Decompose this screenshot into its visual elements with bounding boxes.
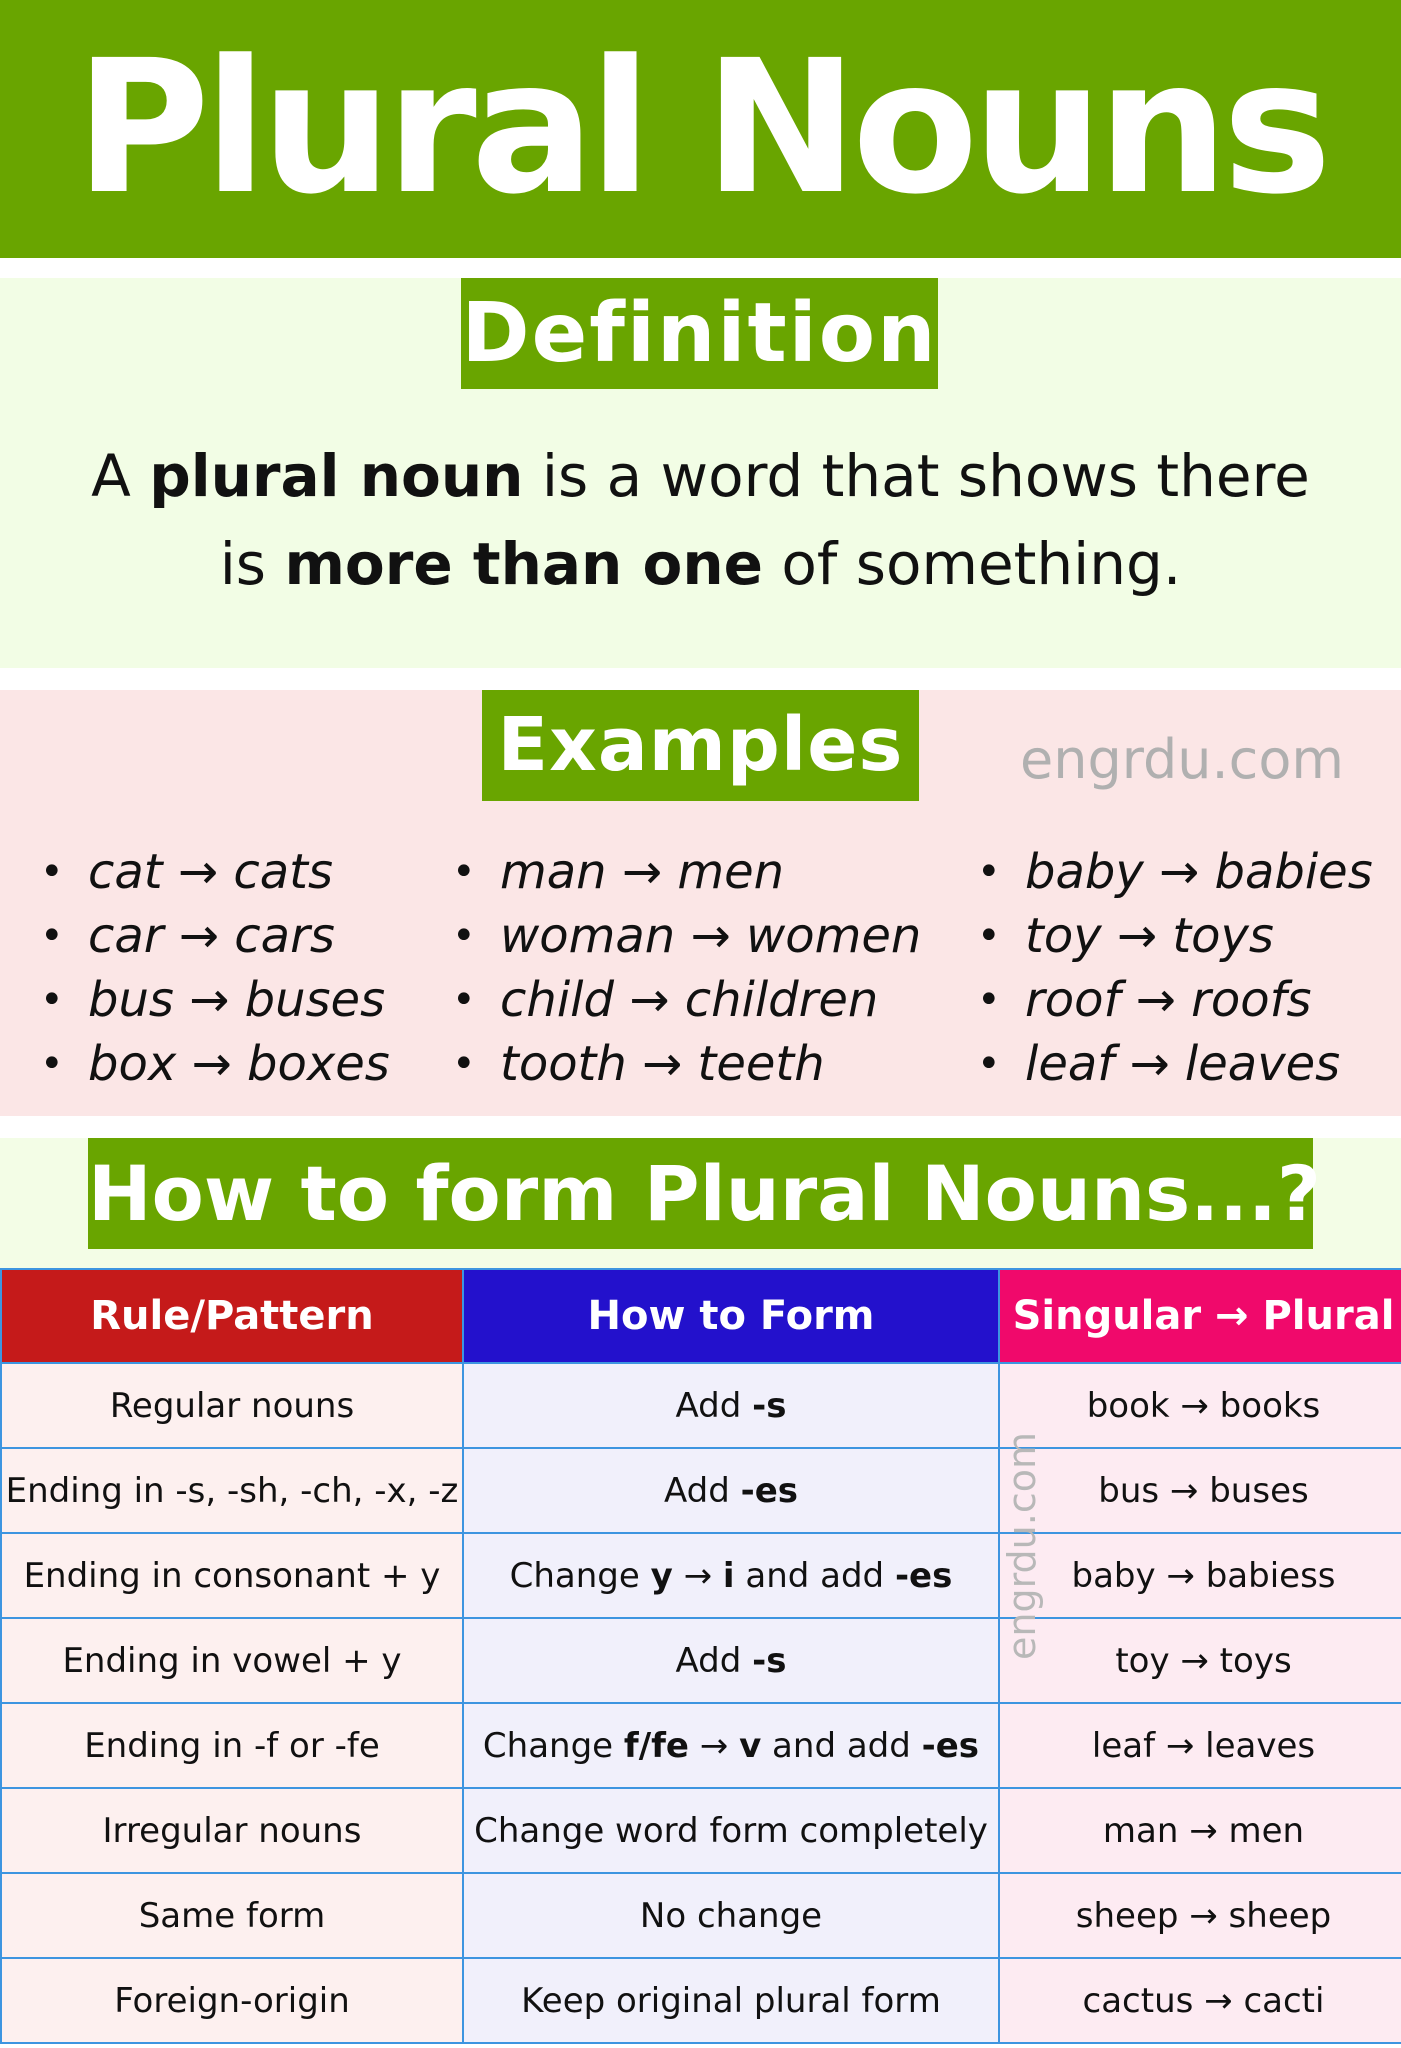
bullet-icon: • xyxy=(452,1041,476,1087)
form-text-part: No change xyxy=(639,1895,823,1936)
example-cell: leaf → leaves xyxy=(999,1703,1401,1788)
form-text-part: → xyxy=(688,1725,740,1766)
example-text: car → cars xyxy=(88,908,335,964)
page-title: Plural Nouns xyxy=(75,21,1326,235)
examples-column-3 xyxy=(977,840,1373,1096)
watermark-vertical: engrdu.com xyxy=(1000,1432,1044,1660)
examples-column-1 xyxy=(40,840,390,1096)
definition-line1-bold: plural noun xyxy=(149,442,524,510)
example-text: cat → cats xyxy=(88,844,333,900)
example-item xyxy=(452,840,921,904)
form-text-part: and add xyxy=(734,1555,895,1596)
form-text-part: → xyxy=(672,1555,723,1596)
example-item xyxy=(40,904,390,968)
table-row xyxy=(1,1363,1401,1448)
example-item xyxy=(452,904,921,968)
example-cell: man → men xyxy=(999,1788,1401,1873)
definition-line2-end: of something. xyxy=(763,530,1182,598)
example-text: box → boxes xyxy=(88,1036,390,1092)
bullet-icon: • xyxy=(40,913,64,959)
form-bold-part: -es xyxy=(921,1725,980,1766)
form-bold-part: -es xyxy=(740,1470,799,1511)
form-cell xyxy=(463,1363,999,1448)
form-text-part: Add xyxy=(675,1385,753,1426)
form-bold-part: i xyxy=(722,1555,735,1596)
bullet-icon: • xyxy=(40,1041,64,1087)
example-text: toy → toys xyxy=(1025,908,1274,964)
rule-cell: Ending in vowel + y xyxy=(1,1618,463,1703)
rule-cell: Ending in consonant + y xyxy=(1,1533,463,1618)
example-item xyxy=(452,968,921,1032)
header-how-to-form: How to Form xyxy=(463,1269,999,1363)
rule-cell: Irregular nouns xyxy=(1,1788,463,1873)
definition-text xyxy=(40,432,1361,608)
bullet-icon: • xyxy=(40,849,64,895)
form-text-part: Keep original plural form xyxy=(521,1980,941,2021)
form-cell xyxy=(463,1533,999,1618)
example-cell: baby → babiess xyxy=(999,1533,1401,1618)
bullet-icon: • xyxy=(452,913,476,959)
example-item xyxy=(40,968,390,1032)
table-row xyxy=(1,1448,1401,1533)
example-cell: cactus → cacti xyxy=(999,1958,1401,2043)
bullet-icon: • xyxy=(977,1041,1001,1087)
rule-cell: Foreign-origin xyxy=(1,1958,463,2043)
bullet-icon: • xyxy=(452,977,476,1023)
rule-cell: Same form xyxy=(1,1873,463,1958)
example-text: bus → buses xyxy=(88,972,386,1028)
form-bold-part: v xyxy=(739,1725,762,1766)
bullet-icon: • xyxy=(977,977,1001,1023)
form-text-part: and add xyxy=(761,1725,922,1766)
table-row xyxy=(1,1533,1401,1618)
form-bold-part: f/fe xyxy=(623,1725,689,1766)
form-bold-part: y xyxy=(650,1555,673,1596)
example-item xyxy=(40,1032,390,1096)
howto-heading: How to form Plural Nouns...? xyxy=(88,1138,1313,1249)
example-cell: book → books xyxy=(999,1363,1401,1448)
table-row xyxy=(1,1958,1401,2043)
definition-line2-start: is xyxy=(219,530,285,598)
form-cell xyxy=(463,1958,999,2043)
form-bold-part: -es xyxy=(894,1555,953,1596)
form-cell xyxy=(463,1618,999,1703)
table-row xyxy=(1,1788,1401,1873)
rule-cell: Ending in -s, -sh, -ch, -x, -z xyxy=(1,1448,463,1533)
example-text: tooth → teeth xyxy=(500,1036,825,1092)
form-cell xyxy=(463,1703,999,1788)
examples-heading: Examples xyxy=(482,690,919,801)
example-cell: bus → buses xyxy=(999,1448,1401,1533)
example-cell: toy → toys xyxy=(999,1618,1401,1703)
rule-cell: Ending in -f or -fe xyxy=(1,1703,463,1788)
header-rule-pattern: Rule/Pattern xyxy=(1,1269,463,1363)
example-text: leaf → leaves xyxy=(1025,1036,1341,1092)
examples-column-2 xyxy=(452,840,921,1096)
form-text-part: Add xyxy=(675,1640,753,1681)
example-item xyxy=(40,840,390,904)
table-row xyxy=(1,1618,1401,1703)
definition-line1-start: A xyxy=(91,442,150,510)
form-bold-part: -s xyxy=(752,1385,787,1426)
definition-line2-bold: more than one xyxy=(284,530,763,598)
rule-cell: Regular nouns xyxy=(1,1363,463,1448)
bullet-icon: • xyxy=(977,913,1001,959)
form-text-part: Change xyxy=(509,1555,651,1596)
bullet-icon: • xyxy=(40,977,64,1023)
bullet-icon: • xyxy=(977,849,1001,895)
example-text: man → men xyxy=(500,844,785,900)
example-item xyxy=(977,904,1373,968)
example-text: roof → roofs xyxy=(1025,972,1312,1028)
example-item xyxy=(977,840,1373,904)
rules-table xyxy=(0,1268,1401,2044)
form-text-part: Add xyxy=(663,1470,741,1511)
form-text-part: Change xyxy=(482,1725,624,1766)
form-bold-part: -s xyxy=(752,1640,787,1681)
form-cell xyxy=(463,1788,999,1873)
example-text: woman → women xyxy=(500,908,922,964)
form-cell xyxy=(463,1448,999,1533)
example-item xyxy=(977,968,1373,1032)
example-item xyxy=(452,1032,921,1096)
definition-line1-end: is a word that shows there xyxy=(523,442,1310,510)
header-singular-plural: Singular → Plural xyxy=(999,1269,1401,1363)
table-row xyxy=(1,1703,1401,1788)
example-cell: sheep → sheep xyxy=(999,1873,1401,1958)
bullet-icon: • xyxy=(452,849,476,895)
example-text: child → children xyxy=(500,972,879,1028)
example-item xyxy=(977,1032,1373,1096)
table-header-row xyxy=(1,1269,1401,1363)
example-text: baby → babies xyxy=(1025,844,1373,900)
form-text-part: Change word form completely xyxy=(474,1810,988,1851)
definition-heading: Definition xyxy=(461,278,938,389)
form-cell xyxy=(463,1873,999,1958)
watermark-text: engrdu.com xyxy=(1020,728,1344,791)
table-row xyxy=(1,1873,1401,1958)
